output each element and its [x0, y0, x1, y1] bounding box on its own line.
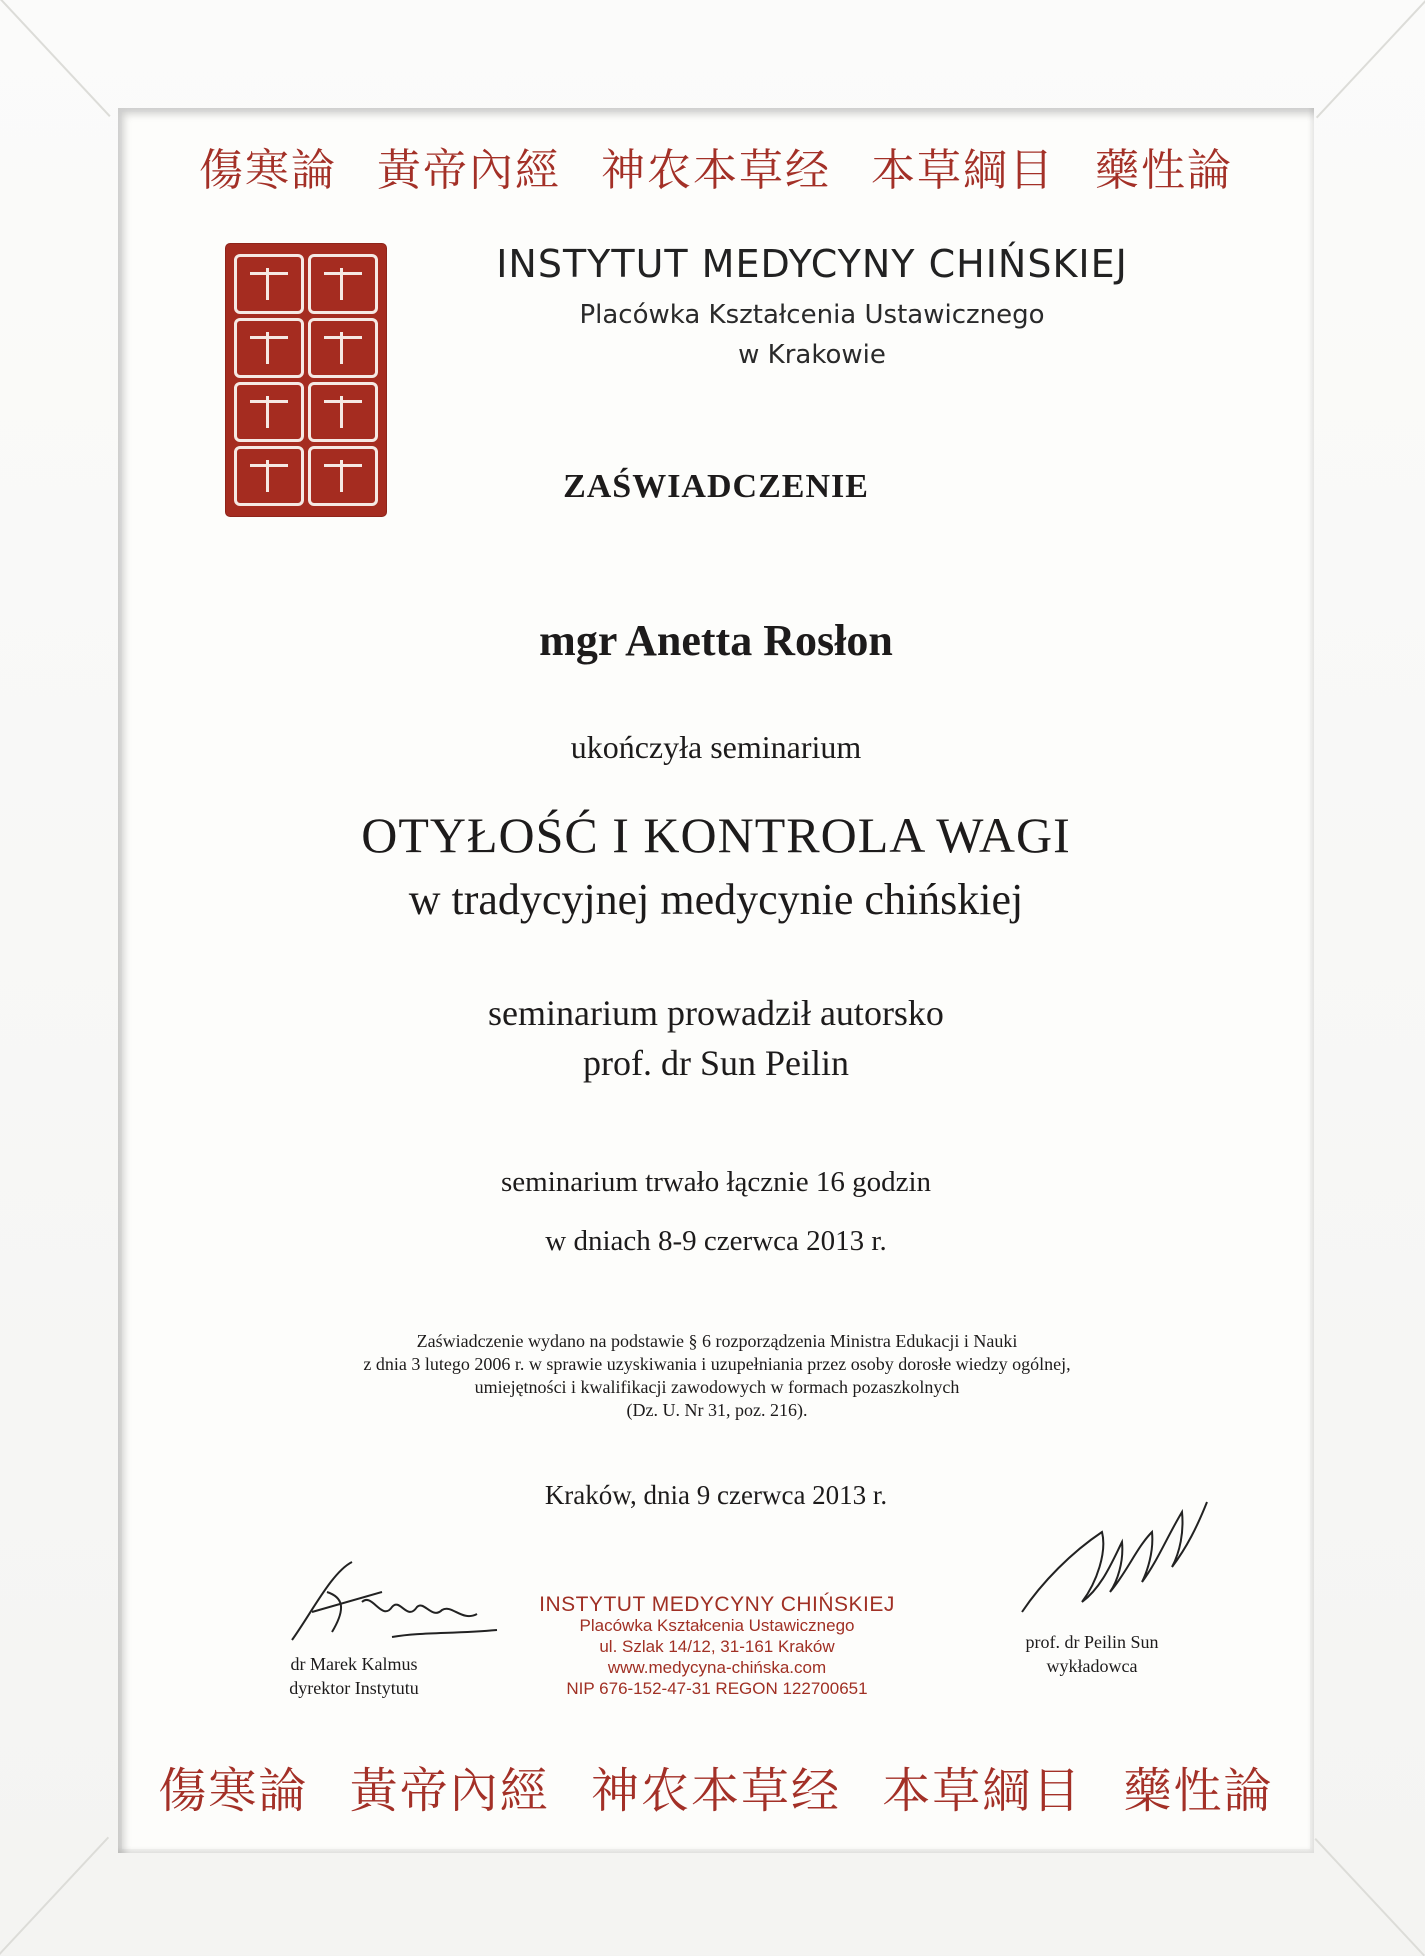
- seminar-subtitle: w tradycyjnej medycynie chińskiej: [408, 875, 1024, 924]
- institute-subtitle: Placówka Kształcenia Ustawicznego: [579, 300, 1045, 330]
- institute-city: w Krakowie: [738, 340, 886, 370]
- seminar-dates: w dniach 8-9 czerwca 2013 r.: [545, 1225, 887, 1257]
- director-role: dyrektor Instytutu: [289, 1678, 419, 1698]
- frame-miter-bl: [0, 1837, 109, 1955]
- seminar-title: OTYŁOŚĆ I KONTROLA WAGI: [361, 807, 1071, 863]
- chinese-titles-bottom: [122, 1752, 1310, 1821]
- recipient-name: mgr Anetta Rosłon: [539, 616, 893, 665]
- stamp-line: ul. Szlak 14/12, 31-161 Kraków: [599, 1637, 835, 1656]
- chinese-title: 傷寒論: [199, 145, 337, 196]
- frame-miter-br: [1314, 1838, 1425, 1956]
- certificate-paper: [122, 112, 1310, 1849]
- director-name: dr Marek Kalmus: [290, 1654, 418, 1674]
- chinese-title: 藥性論: [1095, 145, 1233, 196]
- legal-line: umiejętności i kwalifikacji zawodowych w formach pozaszkolnych: [474, 1377, 960, 1397]
- director-signature-block: [244, 1652, 464, 1700]
- lecturer-name: prof. dr Peilin Sun: [1025, 1632, 1159, 1652]
- chinese-title: 藥性論: [1123, 1763, 1274, 1819]
- chinese-title: 神农本草经: [590, 1763, 841, 1819]
- seminar-duration: seminarium trwało łącznie 16 godzin: [500, 1166, 932, 1198]
- legal-line: Zaświadczenie wydano na podstawie § 6 rozporządzenia Ministra Edukacji i Nauki: [416, 1331, 1018, 1351]
- chinese-title: 本草綱目: [871, 145, 1055, 196]
- chinese-titles-top: [122, 134, 1310, 198]
- chinese-title: 神农本草经: [601, 145, 831, 196]
- institute-stamp: [492, 1594, 942, 1699]
- lecturer-signature: [1012, 1492, 1212, 1632]
- chinese-title: 本草綱目: [882, 1763, 1083, 1819]
- stamp-institute-name: INSTYTUT MEDYCYNY CHIŃSKIEJ: [539, 1593, 895, 1616]
- teacher-name: prof. dr Sun Peilin: [583, 1043, 849, 1083]
- frame-miter-tr: [1316, 0, 1425, 118]
- legal-basis: [272, 1330, 1162, 1422]
- led-by-text: seminarium prowadził autorsko: [488, 993, 944, 1033]
- place-and-date: Kraków, dnia 9 czerwca 2013 r.: [544, 1480, 888, 1510]
- certificate-title: ZAŚWIADCZENIE: [563, 468, 869, 505]
- institute-name: INSTYTUT MEDYCYNY CHIŃSKIEJ: [496, 242, 1128, 286]
- chinese-title: 黃帝內經: [377, 145, 561, 196]
- chinese-title: 傷寒論: [158, 1763, 309, 1819]
- lecturer-role: wykładowca: [1046, 1656, 1138, 1676]
- stamp-line: Placówka Kształcenia Ustawicznego: [579, 1616, 855, 1635]
- frame-miter-tl: [0, 0, 111, 117]
- legal-line: z dnia 3 lutego 2006 r. w sprawie uzyskiwania i uzupełniania przez osoby dorosłe wiedzy ogólnej,: [363, 1354, 1071, 1374]
- director-signature: [272, 1552, 502, 1662]
- chinese-title: 黃帝內經: [349, 1763, 550, 1819]
- lecturer-signature-block: [982, 1630, 1202, 1678]
- legal-line: (Dz. U. Nr 31, poz. 216).: [626, 1400, 808, 1420]
- stamp-line: NIP 676-152-47-31 REGON 122700651: [566, 1679, 868, 1698]
- completed-text: ukończyła seminarium: [570, 729, 862, 765]
- stamp-line: www.medycyna-chińska.com: [607, 1658, 827, 1677]
